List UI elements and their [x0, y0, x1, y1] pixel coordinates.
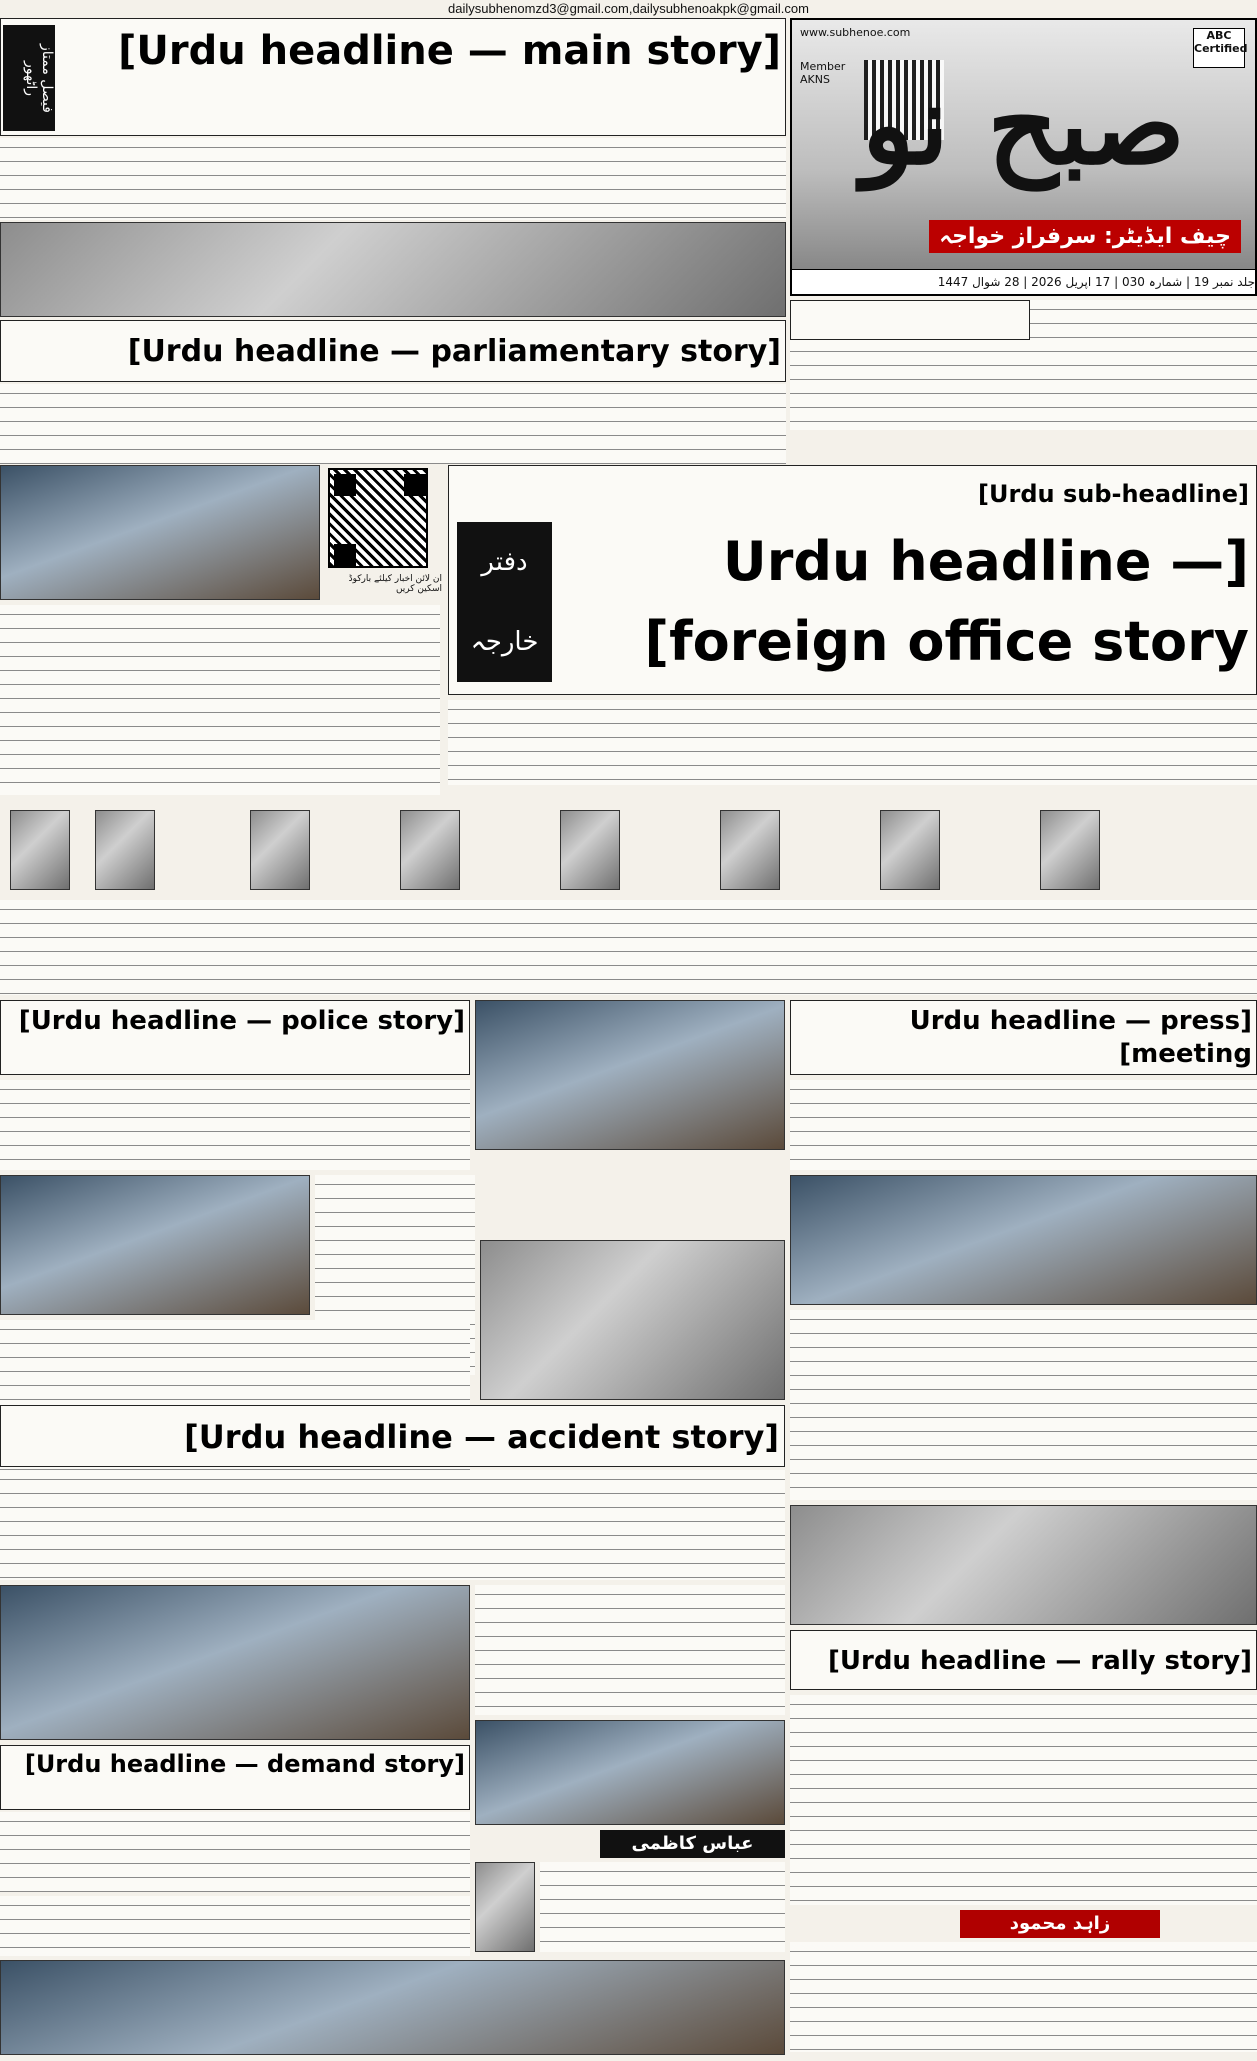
kazmi-text [540, 1862, 785, 1952]
story7-headline: [Urdu headline — rally story] [828, 1646, 1252, 1676]
portrait-5 [560, 810, 620, 890]
second-headline-box [0, 320, 786, 382]
center-banner-sub: [Urdu sub-headline] [978, 480, 1249, 508]
story3-headline-box [790, 1000, 1257, 1075]
kazmi-portrait [475, 1862, 535, 1952]
crash-photo [480, 1240, 785, 1400]
story4-headline: [Urdu headline — police story] [18, 1006, 465, 1036]
qr-caption: آن لائن اخبار کیلئے بارکوڈ اسکین کریں [348, 574, 442, 594]
story4-headline-box [0, 1000, 470, 1075]
award-photo [475, 1000, 785, 1150]
center-text-b [475, 1585, 785, 1715]
lead-side-label: فیصل ممتاز راٹھور [3, 25, 55, 131]
officials-photo [790, 1505, 1257, 1625]
story7-text [790, 1695, 1257, 1905]
police-photo [0, 1175, 310, 1315]
portrait-2 [95, 810, 155, 890]
member-label: Member AKNS [800, 60, 846, 86]
abc-badge: ABC Certified [1193, 28, 1245, 68]
brief-stories-row [0, 900, 1257, 995]
date-line: جلد نمبر 19 | شمارہ 030 | 17 اپریل 2026 | 28 شوال 1447 [792, 269, 1255, 294]
story7-headline-box [790, 1630, 1257, 1690]
story4-text [0, 1080, 470, 1170]
center-side-label: دفتر خارجہ [457, 522, 552, 682]
bottom-group-photo [0, 1960, 785, 2055]
portrait-8 [1040, 810, 1100, 890]
website-url[interactable]: www.subhenoe.com [800, 26, 911, 39]
chief-editor-label: چیف ایڈیٹر: سرفراز خواجہ [929, 220, 1241, 253]
portrait-row [0, 790, 1257, 900]
story6-text [0, 1812, 470, 1892]
kazmi-group-photo [475, 1720, 785, 1825]
bottom-left-text [0, 1896, 470, 1956]
story3-headline: [Urdu headline — press meeting] [909, 1006, 1252, 1069]
lead-headline-box [0, 18, 786, 136]
center-story-text [448, 700, 1257, 785]
zahid-text [790, 1942, 1257, 2052]
story5-text [0, 1470, 785, 1580]
story6-headline: [Urdu headline — demand story] [24, 1750, 465, 1778]
meeting-photo [0, 465, 320, 600]
story5-headline-box [0, 1405, 785, 1467]
lead-story-photo [0, 222, 786, 317]
right-column-text [790, 1310, 1257, 1500]
second-headline: [Urdu headline — parliamentary story] [127, 334, 781, 369]
qr-code[interactable] [328, 468, 428, 568]
left-briefs-text [0, 605, 440, 795]
second-story-text [0, 384, 786, 464]
masthead [790, 18, 1257, 296]
portrait-6 [720, 810, 780, 890]
zahid-label: زاہد محمود [960, 1910, 1160, 1938]
portrait-4 [400, 810, 460, 890]
portrait-3 [250, 810, 310, 890]
center-banner-headline: [Urdu headline — foreign office story] [644, 530, 1249, 673]
lead-story-text [0, 138, 786, 220]
story6-headline-box [0, 1745, 470, 1810]
right-headline-box [790, 300, 1030, 340]
group-photo-1 [790, 1175, 1257, 1305]
story3-text [790, 1080, 1257, 1170]
kazmi-label: عباس کاظمی [600, 1830, 785, 1858]
portrait-1 [10, 810, 70, 890]
story5-headline: [Urdu headline — accident story] [184, 1418, 779, 1456]
portrait-7 [880, 810, 940, 890]
newspaper-title: صبح نو [861, 60, 1185, 189]
protest-photo [0, 1585, 470, 1740]
top-contact-line: dailysubhenomzd3@gmail.com,dailysubhenoakpk@gmail.com [448, 1, 809, 16]
center-banner [448, 465, 1257, 695]
lead-headline: [Urdu headline — main story] [118, 28, 781, 74]
